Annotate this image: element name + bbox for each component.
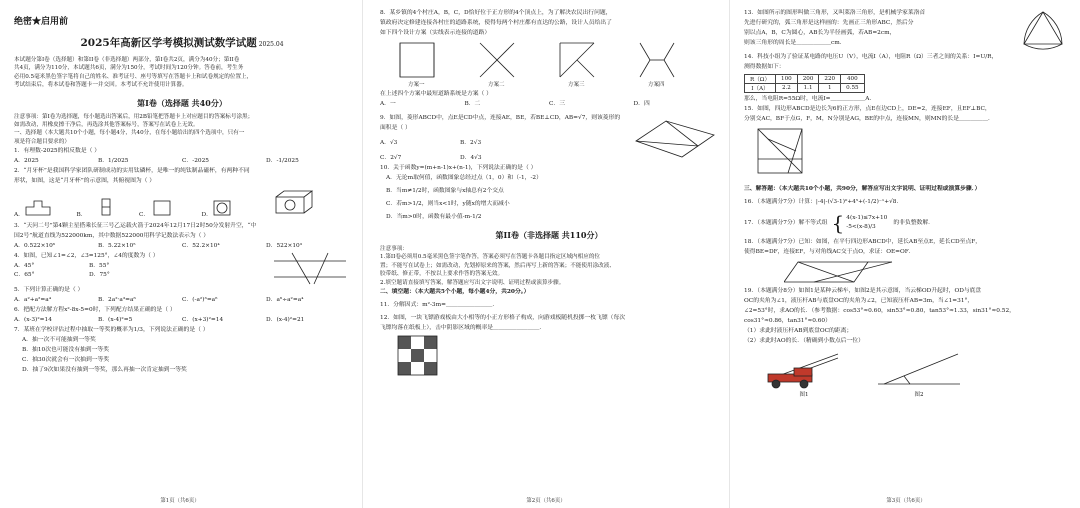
question-1: 1．有理数-2025的相反数是（ ）	[14, 148, 101, 155]
page-divider	[729, 0, 730, 508]
exam-intro: 本试题分第I卷（选择题）和第II卷（非选择题）两部分，第I卷共2页，满分为40分；第II卷 共4页，满分为110分，本试题共6页，满分为150分，考试时间为120分钟。答卷前，考生务 必用0.5毫米黑色签字笔将自己的姓名、准考证号、座号等填写在答题卡上和试卷规定的位置上， 考试结束后，将本试卷和答题卡一并交回。本考试不允许使用计算器。	[14, 57, 253, 89]
figure-caption: 图1	[799, 392, 809, 398]
confidential-mark: 绝密★启用前	[14, 17, 69, 27]
question-6: 6．把配方法解方程x²-8x-5=0时，下列配方结果正确的是（ ）	[14, 307, 176, 314]
question-4: 4．如图，已知∠1=∠2，∠3=125°，∠4的度数为（ ）	[14, 253, 159, 260]
question-13-block: 13．如图所示的图形叫做三角形，又叫莱洛三角形，是机械学家莱洛首 先进行研究的，弧三角形是这样画的：先画正三角形ABC，然后分 别以点A，B，C为圆心，AB长为半径画弧，若AB=2cm， 则该三角形的周长是＿＿＿＿＿＿cm．	[744, 8, 1070, 52]
page-divider	[362, 0, 363, 508]
question-16: 16．（本题满分7分）计算：|-4|-(√3-1)⁰+4⁵+(-1/2)⁻¹+√8．	[744, 199, 903, 205]
exam-page-3: 13．如图所示的图形叫做三角形，又叫莱洛三角形，是机械学家莱洛首 先进行研究的，弧三角形是这样画的：先画正三角形ABC，然后分 别以点A，B，C为圆心，AB长为半径画弧，若AB=2cm， 则该三角形的周长是＿＿＿＿＿＿cm． 14．科技小组为了验证某电路的电压U（V），电流I（A），电阻R（Ω）三者之间的关系：I=U/R， 测得数据如下： R（Ω） 100 200 220 400 I（A） 2.2 1.1 1 0.55 那么，当电阻R=55Ω时，电流I=＿＿＿＿＿＿A． 15．如图，四边形ABCD是边长为6的正方形，点E在边CD上，DE=2，连接EF，且EF⊥BC， 分别交AC，BF于点G，F，M，N分别是AG，BE的中点，连接MN，则MN的长是＿＿＿＿＿． 三、解答题：（本大题共10个小题，共90分，解答应写出文字说明、证明过程或演算步骤．） 16．（本题满分7分）计算：|-4|-(√3-1)⁰+4⁵+(-1/2)⁻¹+√8． 17．（本题满分7分）解不等式组 { 4(x-1)≤7x+10 -5<(x-8)/3 的非负整数解． 18．（本题满分7分）已知：如图，在平行四边形ABCD中，延长AB至点E，延长CD至点F， 使得BE=DF，连接EF，与对角线AC交于点O，求证：OE=OF． 19．（本题满分8分）如图1是某种云梯车，如图2是其示意图，当云梯OD升起时，OD与底盘 OC的夹角为∠1，液压杆AB与底盘OC的夹角为∠2，已知液压杆AB=3m，当∠1=31°， ∠2=53°时，求AO的长．（参考数据：cos53°≈0.60，sin53°≈0.80，tan53°≈1.33，sin31°≈0.52， cos31°≈0.86，tan31°≈0.60） （1）求此时液压杆AB到底盘OC的距离； （2）求此时AO的长．（精确到小数点后一位） 图1 图2 第3页（共6页）	[732, 0, 1080, 508]
question-2-figures: A． B． C． D．	[14, 187, 350, 221]
question-18: 18．（本题满分7分）已知：如图，在平行四边形ABCD中，延长AB至点E，延长CD至点F，	[744, 239, 982, 245]
question-1-options: A．2025 B．1/2025 C．-2025 D．-1/2025	[14, 158, 299, 165]
page-number: 第2页（共6页）	[526, 498, 566, 504]
question-5: 5．下列计算正确的是（ ）	[14, 287, 84, 294]
question-18-block: 18．（本题满分7分）已知：如图，在平行四边形ABCD中，延长AB至点E，延长CD至点F， 使得BE=DF，连接EF，与对角线AC交于点O，求证：OE=OF．	[744, 237, 1070, 258]
question-8-options: A．一 B．二 C．三 D．四	[380, 101, 650, 107]
exam-page-2: 8．某乡镇的4个村庄A，B，C，D恰好位于正方形的4个顶点上，为了解决农民出行问题， 镇政府决定修建连接各村庄的道路系统，使得每两个村庄都有直达的公路，设计人员给出了 如下四个设计方案（实线表示连接的道路） 方案一 方案二 方案三 方案四 在上述四个方案中最短道路系统是方案（ ） A．一 B．二 C．三 D．四 9．如图，菱形ABCD中，点E是CD中点，连接AE，BE，若BE⊥CD，AB=√7，则该菱形的 面积是（ ） A．√3 B．2√3 C．2√7 D．4√3 10．关于函数y=(m+n-1)x+(n-1)，下列说法正确的是（ ） A．无论m取何值，函数图象总经过点（1，0）和（-1，-2） B．当m≠1/2时，函数图象与x轴总有2个交点 C．若m>1/2，则当x<1时，y随x的增大而减小 D．当m>0时，函数有最小值-m-1/2 第II卷（非选择题 共110分） 注意事项： 1.第II卷必须用0.5毫米黑色签字笔作答，答案必须写在答题卡各题目指定区域内相应的位 置；不能写在试卷上；如需改动，先划掉原来的答案，然后再写上新的答案；不能使用涂改液、 胶带纸、修正带，不按以上要求作答的答案无效。 2.填空题请直接填写答案，解答题应写出文字说明、证明过程或演算步骤。 二、填空题：（本大题共5个小题，每小题4分，共20分。） 11．分解因式：m²-3m=＿＿＿＿＿＿＿＿． 12．如图，一块飞镖游戏板由大小相等的小正方形格子构成，向游戏板随机投掷一枚飞镖（每次 飞镖均落在纸板上），击中阴影区域的概率是＿＿＿＿＿＿＿＿． 第2页（共6页）	[366, 0, 726, 508]
road-plan-figures	[380, 39, 710, 89]
figure-caption: 图2	[914, 392, 924, 398]
question-6-options: A．(x-3)²=14 B．(x-4)²=5 C．(x+3)²=14 D．(x-4)²=21	[14, 317, 305, 324]
resistance-current-table: R（Ω） 100 200 220 400 I（A） 2.2 1.1 1 0.55	[744, 74, 865, 93]
question-2: 2．“月牙杯”是我国科学家团队研制成功的实用钛磷杯，是唯一的纯钛制品磁杯，有两种不同	[14, 168, 250, 175]
question-5-options: A．a²+a²=a⁴ B．2a²·a³=a⁶ C．(-a²)³=a⁶ D．a⁶÷a²=a⁴	[14, 297, 304, 304]
rhombus-figure	[628, 113, 718, 163]
question-12: 12．如图，一块飞镖游戏板由大小相等的小正方形格子构成，向游戏板随机投掷一枚飞镖（每次	[380, 315, 626, 322]
parallel-lines-figure	[270, 251, 350, 285]
section-heading: 一、选择题（本大题共10个小题，每小题4分，共40分，在每小题给出的四个选项中，只有一 项是符合题目要求的）	[14, 130, 245, 145]
dartboard-grid-figure	[380, 334, 440, 378]
plan-label: 方案四	[648, 82, 665, 88]
question-15: 15．如图，四边形ABCD是边长为6的正方形，点E在边CD上，DE=2，连接EF，且EF⊥BC，	[744, 106, 991, 112]
question-11: 11．分解因式：m²-3m=＿＿＿＿＿＿＿＿．	[380, 302, 499, 309]
question-3: 3．“天问二号”第4颗主星搭乘长征三号乙运载火箭于2024年12月17日2时50分发射升空，“中	[14, 223, 257, 230]
square-figure	[744, 125, 804, 183]
question-9: 9．如图，菱形ABCD中，点E是CD中点，连接AE，BE，若BE⊥CD，AB=√7，则该菱形的	[380, 115, 621, 121]
section-heading: 三、解答题：（本大题共10个小题，共90分，解答应写出文字说明、证明过程或演算步骤．）	[744, 186, 981, 192]
reuleaux-triangle-figure	[1016, 8, 1070, 52]
ladder-truck-figure	[764, 350, 844, 390]
exam-title: 2025年高新区学考模拟测试数学试题 2025.04	[80, 37, 284, 49]
plan-label: 方案二	[488, 82, 505, 88]
ladder-diagram-figure	[874, 350, 964, 390]
question-19-figures	[764, 350, 1070, 398]
section-heading: 二、填空题：（本大题共5个小题，每小题4分，共20分。）	[380, 289, 530, 296]
parallelogram-figure	[784, 258, 894, 286]
plan-label: 方案一	[408, 82, 425, 88]
notes: 1.第II卷必须用0.5毫米黑色签字笔作答，答案必须写在答题卡各题目指定区域内相应的位 置；不能写在试卷上；如需改动，先划掉原来的答案，然后再写上新的答案；不能使用涂改液、 胶带纸、修正带，不按以上要求作答的答案无效。 2.填空题请直接填写答案，解答题应写出文字说明、证明过程或演算步骤。	[380, 254, 615, 286]
part-two-title: 第II卷（非选择题 共110分）	[495, 230, 603, 240]
question-3-options: A．0.522×10⁶ B．5.22×10⁵ C．52.2×10⁴ D．522×10³	[14, 243, 303, 250]
question-4-block: 4．如图，已知∠1=∠2，∠3=125°，∠4的度数为（ ） A．45° B．55° C．65° D．75°	[14, 251, 350, 285]
question-19: 19．（本题满分8分）如图1是某种云梯车，如图2是其示意图，当云梯OD升起时，OD与底盘	[744, 288, 982, 294]
page-number: 第1页（共6页）	[160, 498, 200, 504]
question-17: 17．（本题满分7分）解不等式组 { 4(x-1)≤7x+10 -5<(x-8)/3 的非负整数解．	[744, 211, 934, 235]
question-13: 13．如图所示的图形叫做三角形，又叫莱洛三角形，是机械学家莱洛首	[744, 10, 926, 16]
part-one-title: 第I卷（选择题 共40分）	[137, 97, 227, 108]
question-9-block: 9．如图，菱形ABCD中，点E是CD中点，连接AE，BE，若BE⊥CD，AB=√7，则该菱形的 面积是（ ） A．√3 B．2√3 C．2√7 D．4√3	[380, 113, 718, 163]
question-10: 10．关于函数y=(m+n-1)x+(n-1)，下列说法正确的是（ ）	[380, 165, 537, 171]
notes-title: 注意事项：	[380, 246, 408, 252]
page-number: 第3页（共6页）	[886, 498, 926, 504]
exam-page-1: 绝密★启用前 2025年高新区学考模拟测试数学试题 2025.04 本试题分第I卷（选择题）和第II卷（非选择题）两部分，第I卷共2页，满分为40分；第II卷 共4页，满分为110分，本试题共6页，满分为150分，考试时间为120分钟。答卷前，考生务 必用0.5毫米黑色签字笔将自己的姓名、准考证号、座号等填写在答题卡上和试卷规定的位置上， 考试结束后，将本试卷和答题卡一并交回。本考试不允许使用计算器。 第I卷（选择题 共40分） 注意事项：第I卷为选择题，每小题选出答案后，用2B铅笔把答题卡上对应题目的答案标号涂黑； 如需改动，用橡皮擦干净后，再选涂其他答案标号，答案写在试卷上无效。 一、选择题（本大题共10个小题，每小题4分，共40分，在每小题给出的四个选项中，只有一 项是符合题目要求的） 1．有理数-2025的相反数是（ ） A．2025 B．1/2025 C．-2025 D．-1/2025 2．“月牙杯”是我国科学家团队研制成功的实用钛磷杯，是唯一的纯钛制品磁杯，有两种不同 形状，如图，这是“月牙杯”的示意图，其俯视图为（ ） A． B． C． D． 3．“天问二号”第4颗主星搭乘长征三号乙运载火箭于2024年12月17日2时50分发射升空，“中 国2号”航道直线为522000km，其中数据522000用科学记数法表示为（ ） A．0.522×10⁶ B．5.22×10⁵ C．52.2×10⁴ D．522×10³ 4．如图，已知∠1=∠2，∠3=125°，∠4的度数为（ ） A．45° B．55° C．65° D．75° 5．下列计算正确的是（ ） A．a²+a²=a⁴ B．2a²·a³=a⁶ C．(-a²)³=a⁶ D．a⁶÷a²=a⁴ 6．把配方法解方程x²-8x-5=0时，下列配方结果正确的是（ ） A．(x-3)²=14 B．(x-4)²=5 C．(x+3)²=14 D．(x-4)²=21 7．某班在学校评估过程中抽取一等奖的概率为1/3，下列说法正确的是（ ） A．抽一次不可能抽到一等奖 B．抽10次也可能没有抽到一等奖 C．抽30次就会有一次抽到一等奖 D．抽了9次如果没有抽到一等奖，那么再抽一次肯定抽到一等奖 第1页（共6页）	[0, 0, 360, 508]
question-7: 7．某班在学校评估过程中抽取一等奖的概率为1/3，下列说法正确的是（ ）	[14, 327, 209, 334]
plan-label: 方案三	[568, 82, 585, 88]
question-8: 8．某乡镇的4个村庄A，B，C，D恰好位于正方形的4个顶点上，为了解决农民出行问题，	[380, 10, 612, 16]
notes: 注意事项：第I卷为选择题，每小题选出答案后，用2B铅笔把答题卡上对应题目的答案标号涂黑； 如需改动，用橡皮擦干净后，再选涂其他答案标号，答案写在试卷上无效。	[14, 113, 254, 129]
question-14: 14．科技小组为了验证某电路的电压U（V），电流I（A），电阻R（Ω）三者之间的关系：I=U/R，	[744, 54, 998, 60]
